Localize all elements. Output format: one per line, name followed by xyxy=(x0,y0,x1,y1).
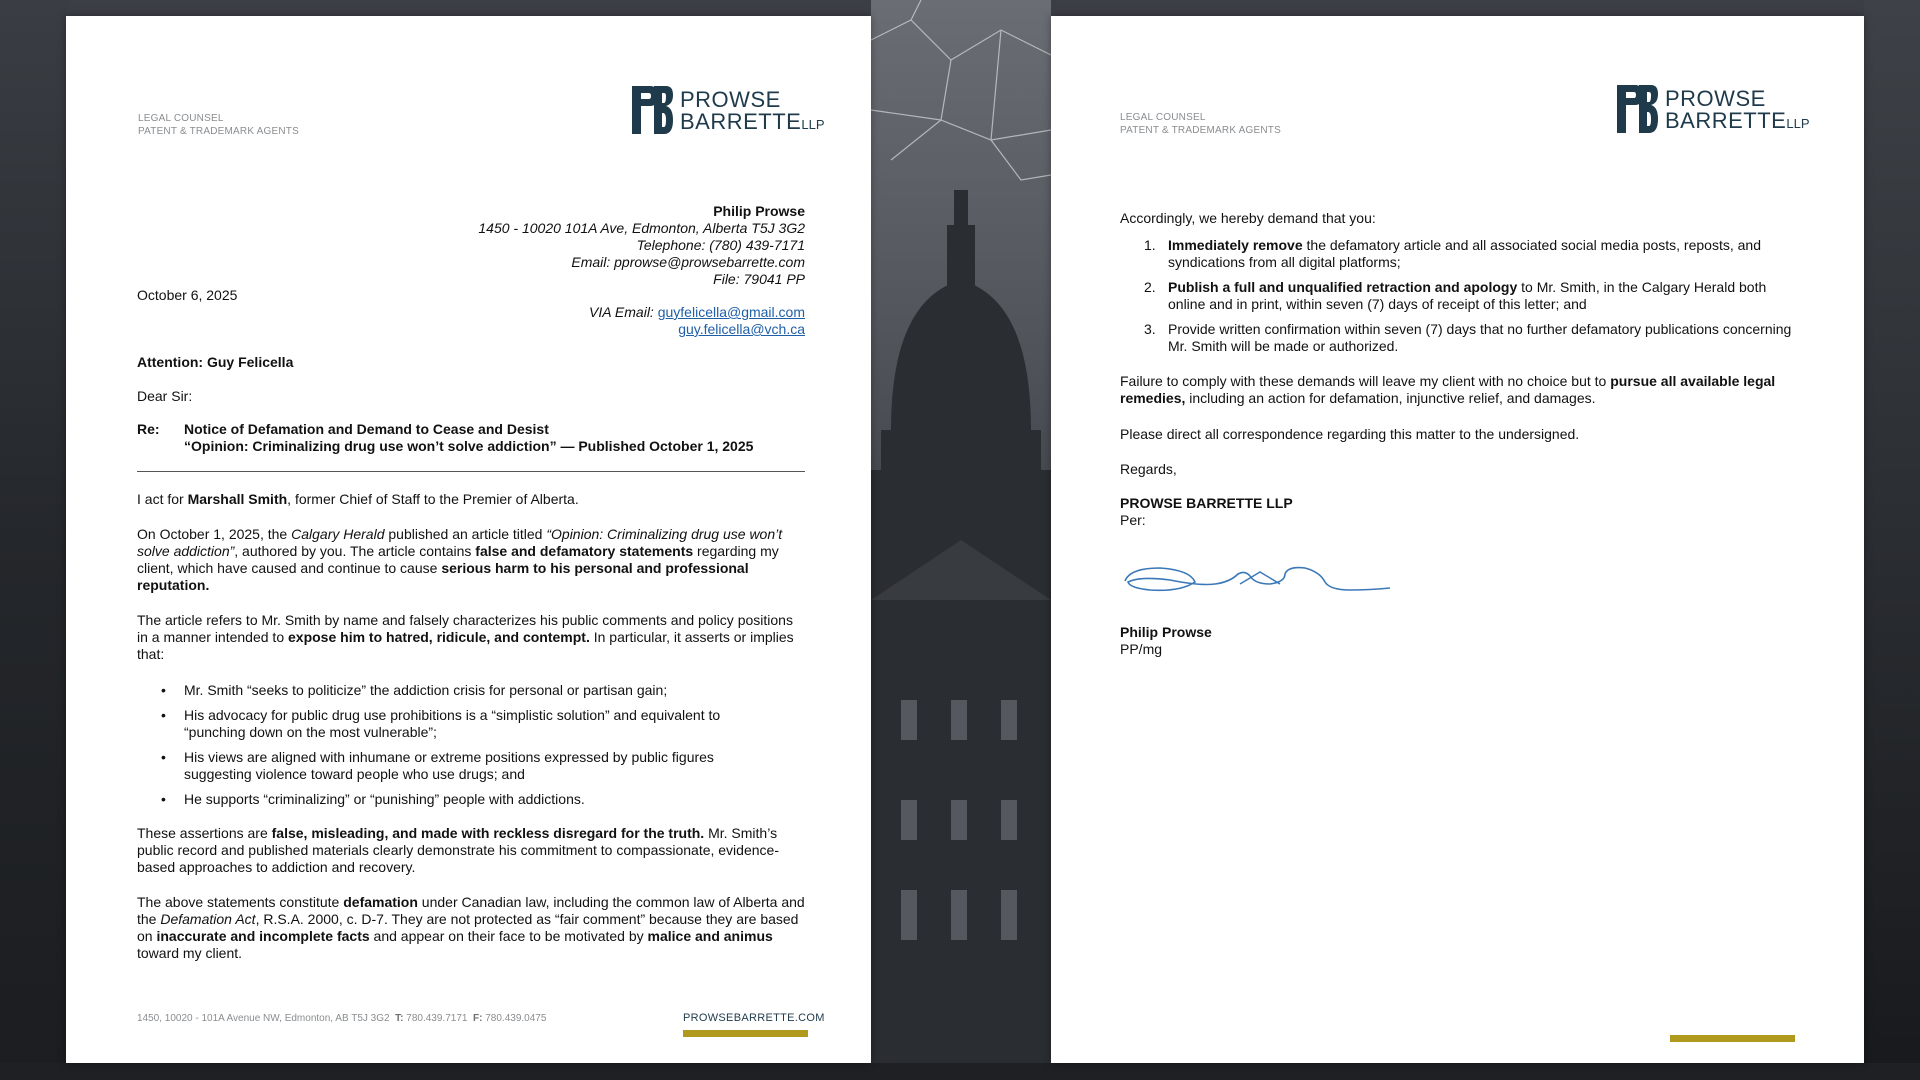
correspondence-line: Please direct all correspondence regarding this matter to the undersigned. xyxy=(1120,426,1580,442)
list-item: • Mr. Smith “seeks to politicize” the addiction crisis for personal or partisan gain; xyxy=(137,682,757,699)
firm-tag-line1: LEGAL COUNSEL xyxy=(138,113,224,124)
failure-c: including an action for defamation, injunctive relief, and damages. xyxy=(1185,390,1596,406)
footer-gold-bar xyxy=(1670,1035,1795,1042)
p2-article-title: “Opinion: Criminalizing drug use won’t solve addiction” xyxy=(137,526,783,559)
logo-monogram-icon xyxy=(630,84,674,136)
logo-line1: PROWSE xyxy=(1665,86,1766,111)
p5-a: The above statements constitute xyxy=(137,894,344,910)
allegations-list xyxy=(137,682,757,816)
per-line: Per: xyxy=(1120,512,1146,528)
demand-text: the defamatory article and all associated social media posts, reposts, and syndications from all digital platforms; xyxy=(1168,237,1761,270)
attention-line: Attention: Guy Felicella xyxy=(137,354,294,370)
letter-page-1 xyxy=(66,16,871,1063)
paragraph-5 xyxy=(137,894,805,962)
re-subject-line1: Notice of Defamation and Demand to Cease and Desist xyxy=(184,421,549,437)
failure-b: pursue all available legal remedies, xyxy=(1120,373,1776,406)
p5-act-name: Defamation Act xyxy=(160,911,256,927)
p2-g: regarding my client, which have caused and continue to cause xyxy=(137,543,779,576)
signature-image xyxy=(1120,546,1400,616)
firm-logo xyxy=(1615,83,1810,135)
sender-name: Philip Prowse xyxy=(713,203,805,219)
firm-tagline xyxy=(1120,111,1281,137)
list-item: • His views are aligned with inhumane or extreme positions expressed by public figures suggesting violence toward people who use drugs; and xyxy=(137,749,757,783)
list-item xyxy=(1120,237,1800,271)
p5-b: defamation xyxy=(343,894,418,910)
recipient-email-2[interactable]: guy.felicella@vch.ca xyxy=(678,321,805,337)
re-label: Re: xyxy=(137,421,160,437)
footer-website[interactable]: PROWSEBARRETTE.COM xyxy=(683,1012,825,1024)
logo-monogram-icon xyxy=(1615,83,1659,135)
list-item xyxy=(1120,279,1800,313)
signoff-firm-name: PROWSE BARRETTE LLP xyxy=(1120,495,1293,511)
letter-date: October 6, 2025 xyxy=(137,287,238,303)
subject-divider xyxy=(137,471,805,472)
recipient-email-1[interactable]: guyfelicella@gmail.com xyxy=(657,304,805,320)
demand-intro: Accordingly, we hereby demand that you: xyxy=(1120,210,1376,226)
footer-fax: 780.439.0475 xyxy=(485,1013,547,1024)
signer-initials: PP/mg xyxy=(1120,641,1163,657)
p4-b: false, misleading, and made with reckless disregard for the truth. xyxy=(271,825,705,841)
p2-e: , authored by you. The article contains xyxy=(234,543,476,559)
footer-fax-label: F: xyxy=(473,1013,483,1024)
p5-f: inaccurate and incomplete facts xyxy=(156,928,370,944)
demand-bold: Publish a full and unqualified retraction and apology xyxy=(1168,279,1518,295)
p2-f: false and defamatory statements xyxy=(475,543,694,559)
letter-page-2 xyxy=(1051,16,1864,1063)
logo-line2: BARRETTE xyxy=(1665,108,1787,133)
sender-telephone: Telephone: (780) 439-7171 xyxy=(636,237,805,253)
list-item: • His advocacy for public drug use prohibitions is a “simplistic solution” and equivalent to “punching down on the most vulnerable”; xyxy=(137,707,757,741)
paragraph-2 xyxy=(137,526,805,594)
regards-line: Regards, xyxy=(1120,461,1177,477)
p4-c: Mr. Smith’s public record and published materials clearly demonstrate his commitment to compassionate, evidence-based approaches to addiction and recovery. xyxy=(137,825,779,875)
demand-number: 2. xyxy=(1144,279,1156,295)
p3-a: The article refers to Mr. Smith by name and falsely characterizes his public comments and policy positions in a manner intended to xyxy=(137,612,793,645)
paragraph-4 xyxy=(137,825,805,876)
paragraph-3 xyxy=(137,612,805,663)
list-item: • He supports “criminalizing” or “punishing” people with addictions. xyxy=(137,791,757,808)
logo-suffix: LLP xyxy=(801,117,825,132)
p2-a: On October 1, 2025, the xyxy=(137,526,292,542)
client-name: Marshall Smith xyxy=(187,491,288,507)
p2-h: serious harm to his personal and professional reputation. xyxy=(137,560,749,593)
p5-c: under Canadian law, including the common law of Alberta and the xyxy=(137,894,805,927)
firm-tag-line1: LEGAL COUNSEL xyxy=(1120,112,1206,123)
footer-tel: 780.439.7171 xyxy=(406,1013,468,1024)
failure-a: Failure to comply with these demands will leave my client with no choice but to xyxy=(1120,373,1611,389)
demand-bold: Immediately remove xyxy=(1168,237,1303,253)
background-right-trees xyxy=(1864,0,1920,1080)
footer-address-text: 1450, 10020 - 101A Avenue NW, Edmonton, AB T5J 3G2 xyxy=(137,1013,390,1024)
p1-text-a: I act for xyxy=(137,491,188,507)
re-subject-line2: “Opinion: Criminalizing drug use won’t solve addiction” — Published October 1, 2025 xyxy=(184,438,754,454)
demand-number: 3. xyxy=(1144,321,1156,337)
p5-g: and appear on their face to be motivated by xyxy=(369,928,648,944)
demand-text: to Mr. Smith, in the Calgary Herald both online and in print, within seven (7) days of receipt of this letter; and xyxy=(1168,279,1767,312)
firm-tag-line2: PATENT & TRADEMARK AGENTS xyxy=(1120,125,1281,136)
footer-tel-label: T: xyxy=(395,1013,404,1024)
dear-line: Dear Sir: xyxy=(137,388,193,404)
p1-text-c: , former Chief of Staff to the Premier of Alberta. xyxy=(287,491,579,507)
demand-number: 1. xyxy=(1144,237,1156,253)
failure-paragraph xyxy=(1120,373,1800,407)
footer-gold-bar xyxy=(683,1030,808,1037)
p5-h: malice and animus xyxy=(647,928,773,944)
demands-list xyxy=(1120,237,1800,363)
p2-c: published an article titled xyxy=(384,526,547,542)
legislature-building-image xyxy=(871,0,1051,1080)
p3-b: expose him to hatred, ridicule, and contempt. xyxy=(288,629,590,645)
sender-email: Email: pprowse@prowsebarrette.com xyxy=(571,254,805,270)
p4-a: These assertions are xyxy=(137,825,272,841)
footer-address xyxy=(137,1013,546,1024)
sender-address: 1450 - 10020 101A Ave, Edmonton, Alberta T5J 3G2 xyxy=(478,220,805,236)
background-left-trees xyxy=(0,0,66,1080)
p5-e: , R.S.A. 2000, c. D-7. They are not protected as “fair comment” because they are based on xyxy=(137,911,799,944)
sender-block xyxy=(205,203,805,288)
firm-tagline xyxy=(138,112,299,138)
logo-line2: BARRETTE xyxy=(680,109,802,134)
firm-logo xyxy=(630,84,825,136)
background-bottom xyxy=(0,1063,1920,1080)
paragraph-1 xyxy=(137,491,805,508)
file-number: File: 79041 PP xyxy=(713,271,805,287)
logo-suffix: LLP xyxy=(1786,116,1810,131)
via-email-label: VIA Email: xyxy=(588,304,654,320)
p2-publication: Calgary Herald xyxy=(291,526,385,542)
list-item xyxy=(1120,321,1800,355)
p5-i: toward my client. xyxy=(137,945,243,961)
firm-tag-line2: PATENT & TRADEMARK AGENTS xyxy=(138,126,299,137)
logo-wordmark xyxy=(680,89,825,136)
demand-text: Provide written confirmation within seven (7) days that no further defamatory publications concerning Mr. Smith will be made or authorized. xyxy=(1168,321,1792,354)
via-email-block xyxy=(405,304,805,338)
re-subject xyxy=(184,421,804,455)
p3-c: In particular, it asserts or implies that: xyxy=(137,629,794,662)
logo-line1: PROWSE xyxy=(680,87,781,112)
logo-wordmark xyxy=(1665,88,1810,135)
signer-name: Philip Prowse xyxy=(1120,624,1212,640)
